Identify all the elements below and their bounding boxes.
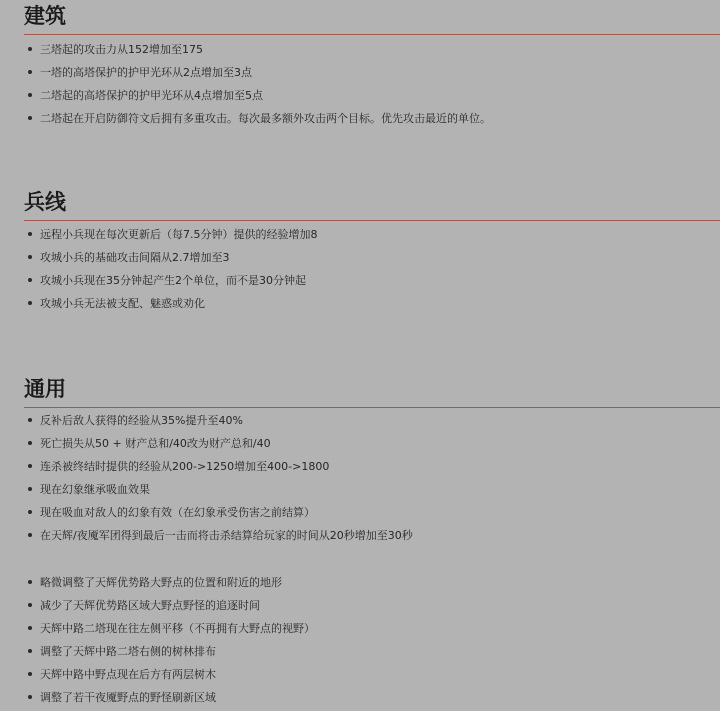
creeps-list [0,223,720,315]
list-item: 三塔起的攻击力从152增加至175 [0,38,720,61]
list-item: 反补后敌人获得的经验从35%提升至40% [0,409,720,432]
list-item: 一塔的高塔保护的护甲光环从2点增加至3点 [0,61,720,84]
bullet-icon [28,93,32,97]
map-changes-list [0,571,720,709]
bullet-icon [28,626,32,630]
bullet-icon [28,232,32,236]
section-divider [24,407,720,408]
list-item: 死亡损失从50 + 财产总和/40改为财产总和/40 [0,432,720,455]
section-divider [24,34,720,35]
bullet-icon [28,418,32,422]
section-creeps [0,187,720,315]
list-item: 天辉中路中野点现在后方有两层树木 [0,663,720,686]
list-item: 调整了若干夜魇野点的野怪刷新区域 [0,686,720,709]
bullet-icon [28,301,32,305]
bullet-icon [28,278,32,282]
bullet-icon [28,533,32,537]
general-list [0,409,720,547]
list-item: 攻城小兵的基础攻击间隔从2.7增加至3 [0,246,720,269]
list-item: 连杀被终结时提供的经验从200->1250增加至400->1800 [0,455,720,478]
list-item: 天辉中路二塔现在往左侧平移（不再拥有大野点的视野） [0,617,720,640]
section-general [0,374,720,709]
bullet-icon [28,510,32,514]
bullet-icon [28,580,32,584]
bullet-icon [28,672,32,676]
list-item: 二塔起在开启防御符文后拥有多重攻击。每次最多额外攻击两个目标。优先攻击最近的单位。 [0,107,720,130]
list-item: 略微调整了天辉优势路大野点的位置和附近的地形 [0,571,720,594]
bullet-icon [28,695,32,699]
list-item: 二塔起的高塔保护的护甲光环从4点增加至5点 [0,84,720,107]
bullet-icon [28,255,32,259]
list-item: 攻城小兵现在35分钟起产生2个单位，而不是30分钟起 [0,269,720,292]
bullet-icon [28,464,32,468]
bullet-icon [28,70,32,74]
section-title-general: 通用 [24,377,66,401]
list-item: 现在吸血对敌人的幻象有效（在幻象承受伤害之前结算） [0,501,720,524]
bullet-icon [28,487,32,491]
section-divider [24,220,720,221]
list-item: 减少了天辉优势路区域大野点野怪的追逐时间 [0,594,720,617]
list-item: 调整了天辉中路二塔右侧的树林排布 [0,640,720,663]
list-item: 现在幻象继承吸血效果 [0,478,720,501]
bullet-icon [28,441,32,445]
buildings-list [0,38,720,130]
section-title-creeps: 兵线 [24,190,66,214]
bullet-icon [28,603,32,607]
list-item: 在天辉/夜魇军团得到最后一击而将击杀结算给玩家的时间从20秒增加至30秒 [0,524,720,547]
list-item: 远程小兵现在每次更新后（每7.5分钟）提供的经验增加8 [0,223,720,246]
section-title-buildings: 建筑 [24,4,66,28]
bullet-icon [28,116,32,120]
list-item: 攻城小兵无法被支配、魅惑或劝化 [0,292,720,315]
bullet-icon [28,649,32,653]
section-buildings [0,1,720,130]
bullet-icon [28,47,32,51]
